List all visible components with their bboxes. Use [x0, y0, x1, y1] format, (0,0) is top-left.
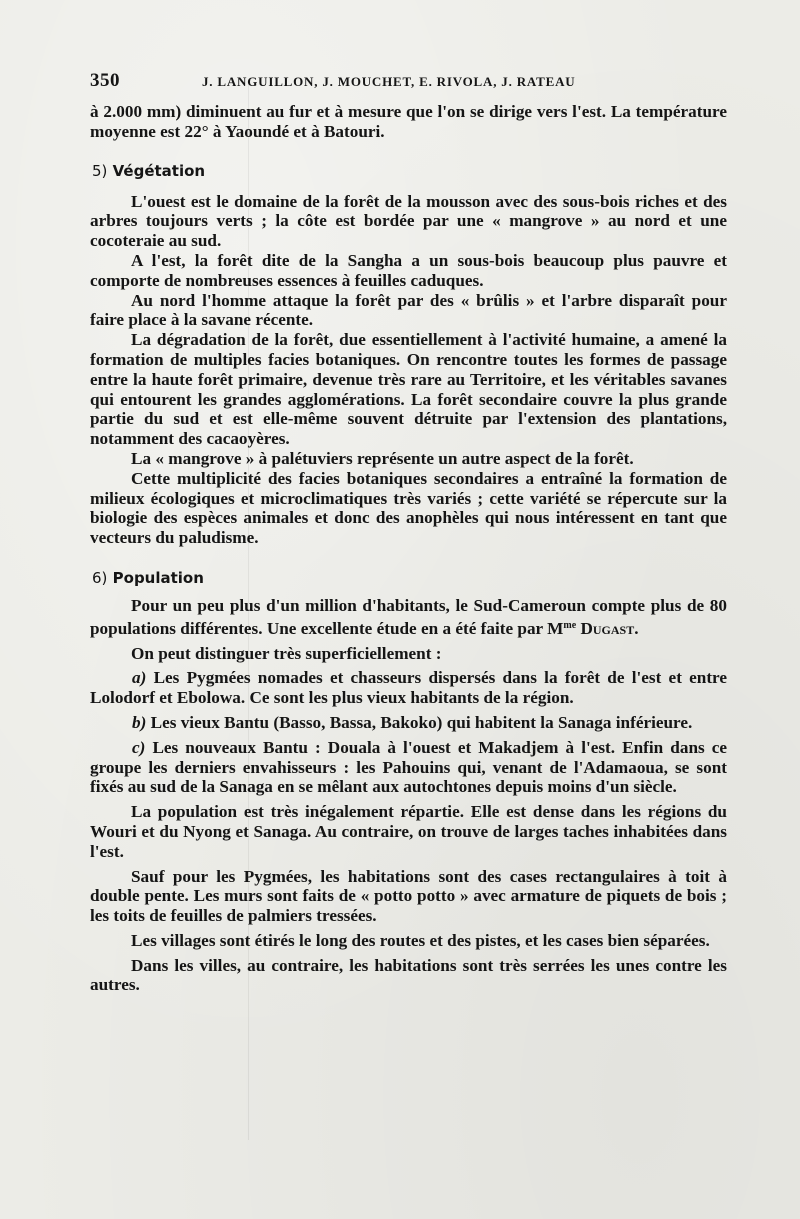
- paragraph: La population est très inégalement répartie. Elle est dense dans les régions du Wouri et du Nyong et Sanaga. Au contraire, on trouve de larges taches inhabitées dans l'est.: [90, 802, 727, 861]
- paragraph: Les villages sont étirés le long des routes et des pistes, et les cases bien séparées.: [131, 930, 710, 950]
- paragraph: Sauf pour les Pygmées, les habitations sont des cases rectangulaires à toit à double pente. Les murs sont faits de « potto potto » avec armature de piquets de bois ; les toits de feuilles de palmiers tressées.: [90, 866, 727, 926]
- list-item: [90, 713, 727, 733]
- author-name: Dugast: [580, 618, 635, 638]
- section-number: 6): [92, 568, 108, 587]
- paragraph: La « mangrove » à palétuviers représente un autre aspect de la forêt.: [131, 448, 634, 468]
- section-heading-population: [90, 568, 727, 588]
- paragraph: [90, 596, 727, 639]
- paragraph-text: Pour un peu plus d'un million d'habitants, le Sud-Cameroun compte plus de 80 populations différentes. Une excellente étude en a été faite par M: [90, 595, 727, 638]
- paragraph: Cette multiplicité des facies botaniques secondaires a entraîné la formation de milieux écologiques et microclimatiques très variés ; cette variété se répercute sur la biologie des espèces animales et donc des anophèles qui nous intéressent en tant que vecteurs du paludisme.: [90, 468, 727, 548]
- paragraph: L'ouest est le domaine de la forêt de la mousson avec des sous-bois riches et des arbres toujours verts ; la côte est bordée par une « mangrove » au nord et une cocoteraie au sud.: [90, 191, 727, 251]
- paragraph: Au nord l'homme attaque la forêt par des « brûlis » et l'arbre disparaît pour faire place à la savane récente.: [90, 290, 727, 330]
- paragraph-end: .: [634, 618, 639, 638]
- paragraph: Dans les villes, au contraire, les habitations sont très serrées les unes contre les autres.: [90, 955, 727, 995]
- paragraph: La dégradation de la forêt, due essentiellement à l'activité humaine, a amené la formation de multiples facies botaniques. On rencontre toutes les formes de passage entre la haute forêt primaire, devenue très rare au Territoire, et les véritables savanes qui entourent les grandes agglomérations. La forêt secondaire couvre la plus grande partie du sud et est elle-même souvent détruite par l'extension des plantations, notamment des cacaoyères.: [90, 330, 727, 449]
- section-heading-vegetation: [90, 161, 727, 181]
- list-item-label: b): [132, 712, 147, 732]
- paragraph: A l'est, la forêt dite de la Sangha a un sous-bois beaucoup plus pauvre et comporte de nombreuses essences à feuilles caduques.: [90, 250, 727, 290]
- page-body: [90, 102, 727, 995]
- list-item: [90, 668, 727, 708]
- page-header: [90, 70, 730, 92]
- section-number: 5): [92, 161, 108, 180]
- page-number: 350: [90, 70, 120, 91]
- list-item-label: a): [132, 668, 147, 688]
- list-item: [90, 738, 727, 797]
- list-item-text: Les nouveaux Bantu : Douala à l'ouest et Makadjem à l'est. Enfin dans ce groupe les derniers envahisseurs : les Pahouins qui, venant de l'Adamaoua, se sont fixés au sud de la Sanaga en se mêlant aux autochtones depuis moins d'un siècle.: [90, 737, 728, 797]
- running-head-authors: J. LANGUILLON, J. MOUCHET, E. RIVOLA, J. RATEAU: [202, 74, 576, 89]
- paragraph: On peut distinguer très superficiellement :: [131, 643, 442, 663]
- section-title: Population: [112, 568, 204, 587]
- list-item-text: Les Pygmées nomades et chasseurs dispersés dans la forêt de l'est et entre Lolodorf et Ebolowa. Ce sont les plus vieux habitants de la région.: [90, 668, 728, 708]
- paragraph-continued: à 2.000 mm) diminuent au fur et à mesure que l'on se dirige vers l'est. La température moyenne est 22° à Yaoundé et à Batouri.: [90, 102, 727, 141]
- list-item-text: Les vieux Bantu (Basso, Bassa, Bakoko) qui habitent la Sanaga inférieure.: [150, 712, 693, 732]
- list-item-label: c): [132, 737, 146, 757]
- superscript: me: [563, 619, 577, 631]
- section-title: Végétation: [112, 161, 206, 180]
